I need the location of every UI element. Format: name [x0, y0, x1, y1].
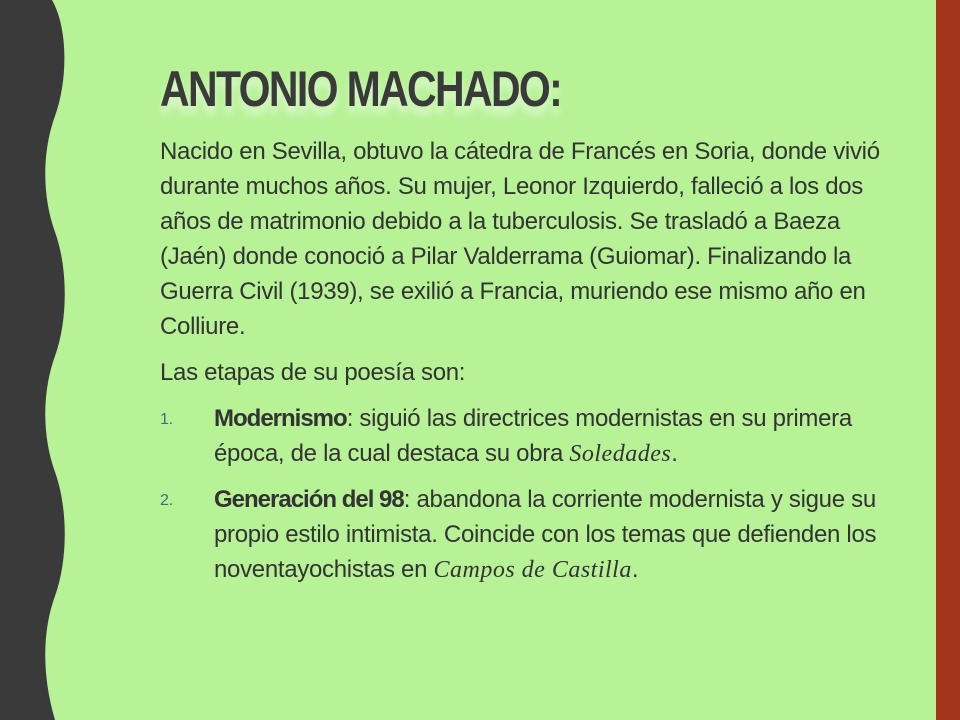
work-title: Campos de Castilla [433, 557, 632, 583]
stage-term: Modernismo [214, 405, 347, 432]
wavy-left-band [0, 0, 80, 720]
work-title: Soledades [569, 441, 672, 467]
stage-end: . [671, 440, 678, 467]
list-item [160, 401, 910, 472]
stage-description: : siguió las directrices modernistas en su primera época, de la cual destaca su obra [214, 405, 852, 467]
right-accent-band [936, 0, 960, 720]
slide-content [160, 134, 910, 598]
list-number: 1. [160, 411, 173, 428]
list-item [160, 482, 910, 588]
stage-end: . [631, 556, 639, 583]
bio-paragraph: Nacido en Sevilla, obtuvo la cátedra de Francés en Soria, donde vivió durante muchos años. Su mujer, Leonor Izquierdo, falleció a los dos años de matrimonio debido a la tuberculosis. Se trasladó a Baeza (Jaén) donde conoció a Pilar Valderrama (Guiomar). Finalizando la Guerra Civil (1939), se exilió a Francia, muriendo ese mismo año en Colliure. [160, 138, 880, 340]
stage-description: : abandona la corriente modernista y sigue su propio estilo intimista. Coincide con los temas que defienden los noventayochistas en [214, 486, 877, 583]
list-number: 2. [160, 492, 173, 509]
slide-title: ANTONIO MACHADO: [160, 61, 562, 117]
stages-intro: Las etapas de su poesía son: [160, 359, 466, 386]
stages-list [160, 401, 910, 588]
stage-term: Generación del 98 [214, 486, 404, 513]
